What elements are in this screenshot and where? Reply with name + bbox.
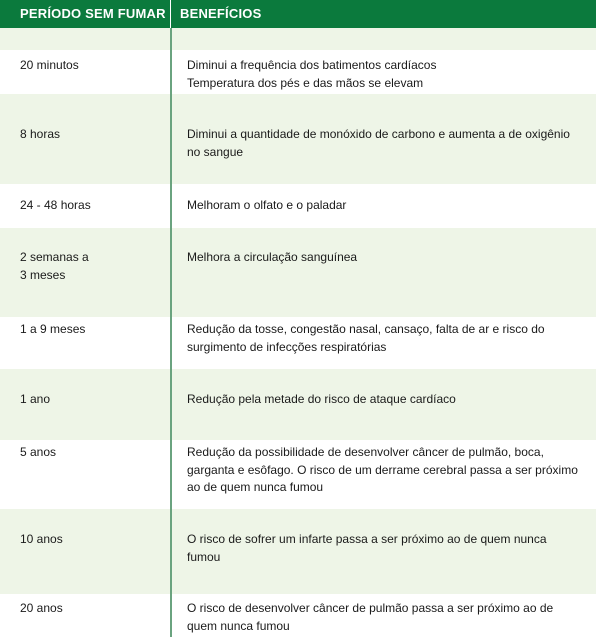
period-cell: 8 horas [20,127,61,141]
benefit-cell: Melhora a circulação sanguínea [187,250,358,264]
benefit-cell: O risco de sofrer um infarte passa a ser próximo ao de quem nunca fumou [187,532,547,564]
header-period: PERÍODO SEM FUMAR [20,6,166,21]
benefit-cell: Melhoram o olfato e o paladar [187,198,347,212]
benefit-cell: Redução pela metade do risco de ataque cardíaco [187,392,456,406]
table-row [0,369,596,440]
table-row [0,509,596,594]
period-cell: 5 anos [20,445,57,459]
header-benefits: BENEFÍCIOS [180,6,262,21]
header-divider [170,0,171,28]
table-row [0,184,596,228]
table-row [0,594,596,637]
table-row [0,50,596,94]
benefit-cell: Diminui a frequência dos batimentos cardíacos Temperatura dos pés e das mãos se elevam [187,58,437,90]
table-row [0,94,596,184]
benefit-cell: Diminui a quantidade de monóxido de carbono e aumenta a de oxigênio no sangue [187,127,570,159]
period-cell: 2 semanas a 3 meses [20,250,89,282]
table-row [0,317,596,369]
column-divider [170,28,172,637]
benefit-cell: O risco de desenvolver câncer de pulmão passa a ser próximo ao de quem nunca fumou [187,601,554,633]
period-cell: 10 anos [20,532,63,546]
period-cell: 1 a 9 meses [20,322,86,336]
period-cell: 24 - 48 horas [20,198,91,212]
table-row [0,228,596,317]
benefit-cell: Redução da possibilidade de desenvolver câncer de pulmão, boca, garganta e esôfago. O risco de um derrame cerebral passa a ser próximo ao de quem nunca fumou [187,445,578,494]
benefit-cell: Redução da tosse, congestão nasal, cansaço, falta de ar e risco do surgimento de infecções respiratórias [187,322,545,354]
spacer-row [0,28,596,50]
period-cell: 20 minutos [20,58,79,72]
table-header [0,0,596,28]
period-cell: 1 ano [20,392,51,406]
period-cell: 20 anos [20,601,63,615]
table-row [0,440,596,509]
